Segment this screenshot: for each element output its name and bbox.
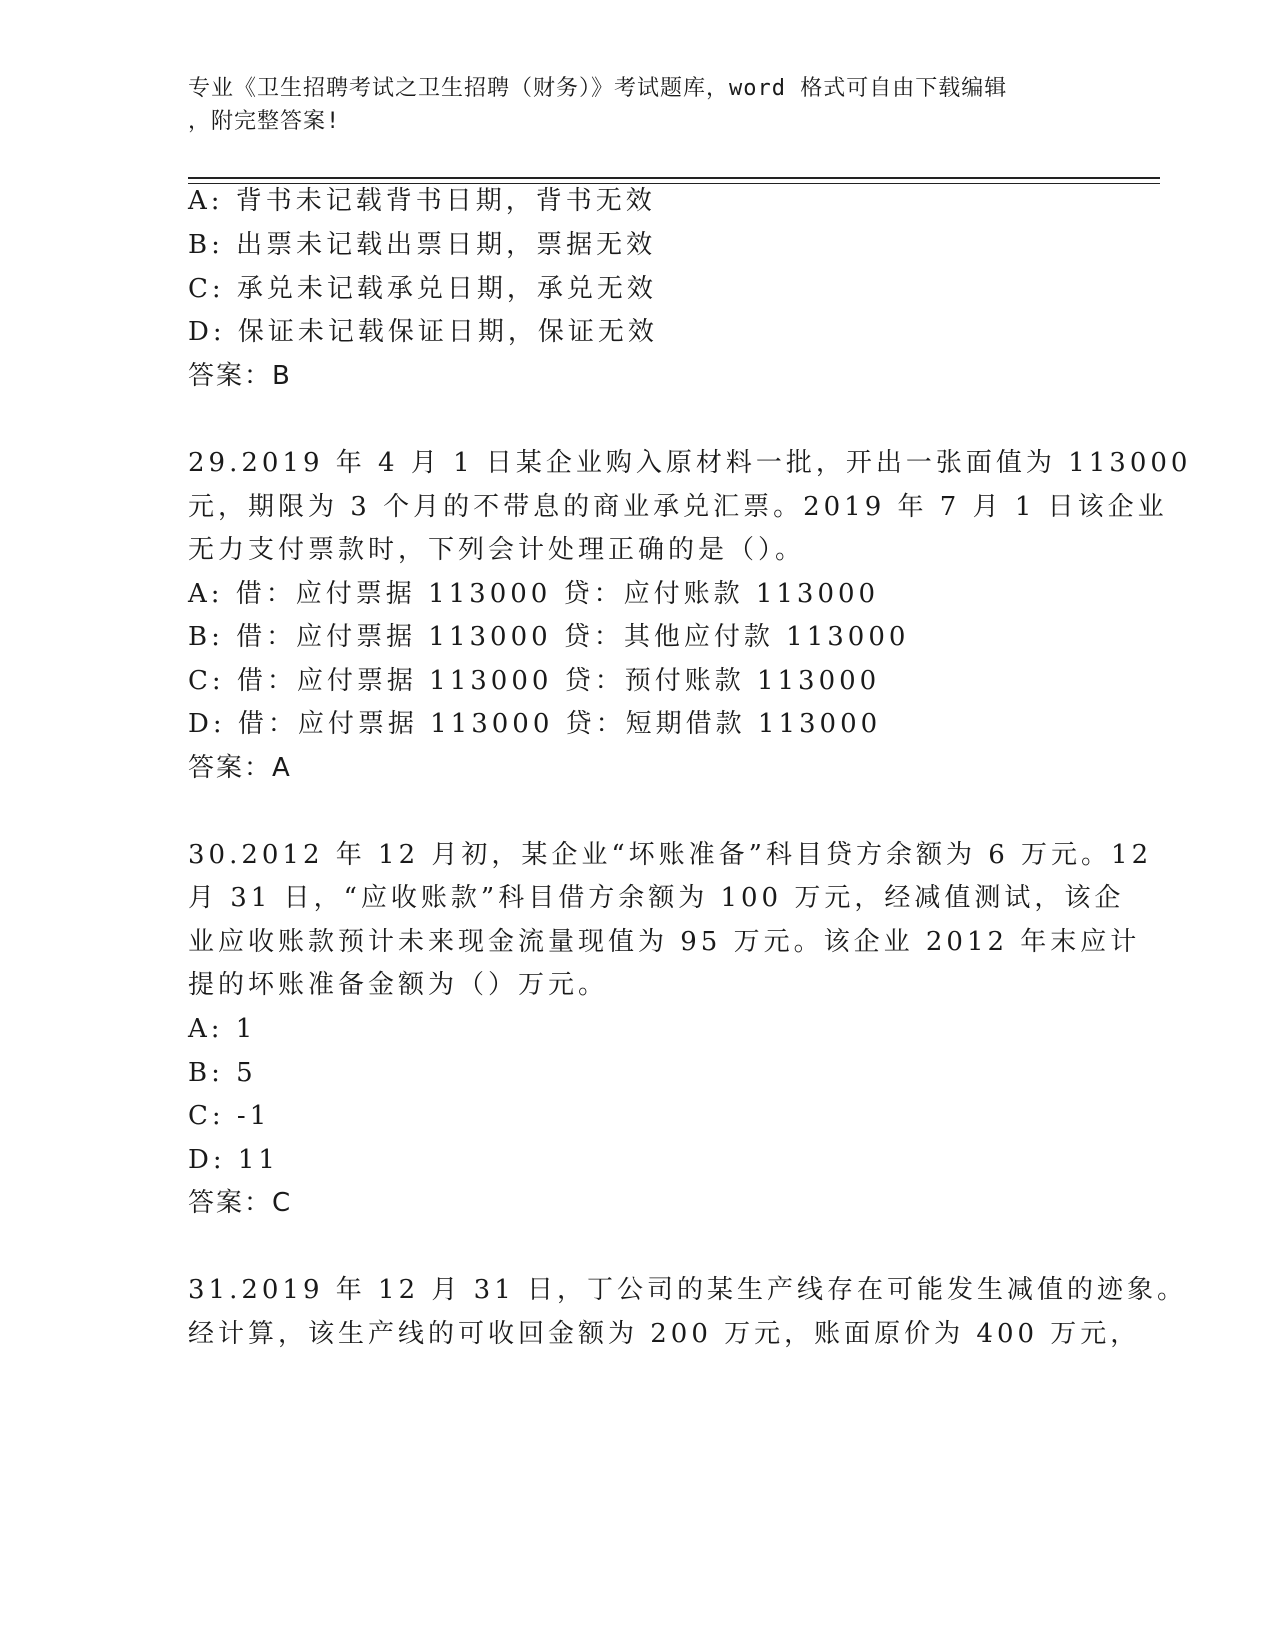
header-title-line-2: ，附完整答案! [188, 109, 341, 134]
q29-stem-line-1: 29.2019 年 4 月 1 日某企业购入原材料一批，开出一张面值为 113000 [188, 448, 1192, 478]
q28-answer: 答案：B [188, 361, 292, 391]
q28-option-a: A: 背书未记载背书日期，背书无效 [188, 186, 656, 216]
q31-stem-line-2: 经计算，该生产线的可收回金额为 200 万元，账面原价为 400 万元， [188, 1319, 1141, 1349]
q28-option-c: C: 承兑未记载承兑日期，承兑无效 [188, 274, 657, 304]
q29-stem-line-3: 无力支付票款时，下列会计处理正确的是（）。 [188, 535, 806, 565]
q30-stem-line-2: 月 31 日，“应收账款”科目借方余额为 100 万元，经减值测试，该企 [188, 883, 1125, 913]
q29-option-d: D: 借：应付票据 113000 贷：短期借款 113000 [188, 709, 882, 739]
header-divider-top [188, 177, 1160, 179]
q29-option-c: C: 借：应付票据 113000 贷：预付账款 113000 [188, 666, 881, 696]
q30-stem-line-4: 提的坏账准备金额为（）万元。 [188, 970, 609, 1000]
q30-answer: 答案：C [188, 1188, 293, 1218]
q30-stem-line-3: 业应收账款预计未来现金流量现值为 95 万元。该企业 2012 年末应计 [188, 927, 1141, 957]
q30-option-c: C: -1 [188, 1101, 271, 1131]
q31-stem-line-1: 31.2019 年 12 月 31 日，丁公司的某生产线存在可能发生减值的迹象。 [188, 1275, 1188, 1305]
q29-stem-line-2: 元，期限为 3 个月的不带息的商业承兑汇票。2019 年 7 月 1 日该企业 [188, 492, 1168, 522]
q29-answer: 答案：A [188, 753, 292, 783]
q30-option-a: A: 1 [188, 1014, 257, 1044]
q28-option-b: B: 出票未记载出票日期，票据无效 [188, 230, 657, 260]
q28-option-d: D: 保证未记载保证日期，保证无效 [188, 317, 658, 347]
document-header [188, 72, 1068, 138]
q30-option-d: D: 11 [188, 1145, 279, 1175]
q29-option-b: B: 借：应付票据 113000 贷：其他应付款 113000 [188, 622, 910, 652]
header-title-line-1: 专业《卫生招聘考试之卫生招聘（财务）》考试题库，word 格式可自由下载编辑 [188, 76, 1008, 101]
q30-stem-line-1: 30.2012 年 12 月初，某企业“坏账准备”科目贷方余额为 6 万元。12 [188, 840, 1153, 870]
q29-option-a: A: 借：应付票据 113000 贷：应付账款 113000 [188, 579, 880, 609]
q30-option-b: B: 5 [188, 1058, 257, 1088]
